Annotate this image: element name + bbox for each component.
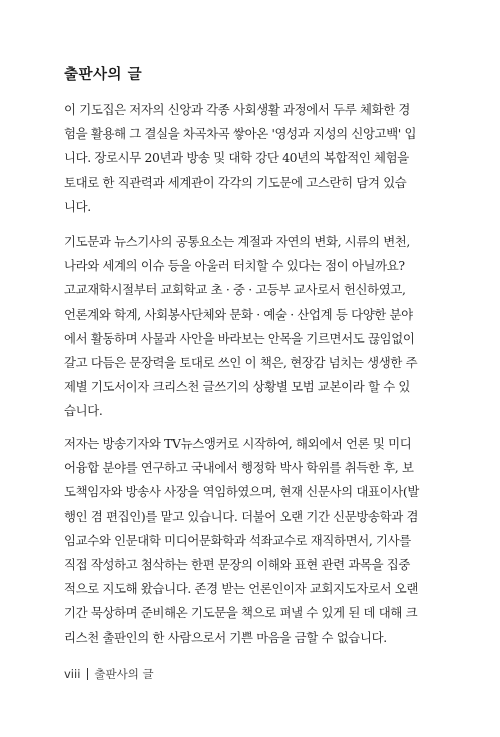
footer-divider <box>87 668 88 680</box>
text-line: 직접 작성하고 첨삭하는 한편 문장의 이해와 표현 관련 과목을 집중 <box>64 556 411 572</box>
page-footer <box>64 666 154 682</box>
text-line: 적으로 지도해 왔습니다. 존경 받는 언론인이자 교회지도자로서 오랜 <box>64 581 419 597</box>
text-line: 기도문과 뉴스기사의 공통요소는 계절과 자연의 변화, 시류의 변천, <box>64 234 411 249</box>
text-line: 기간 묵상하며 준비해온 기도문을 책으로 펴낼 수 있게 된 데 대해 크 <box>64 605 418 621</box>
text-line: 이 기도집은 저자의 신앙과 각종 사회생활 과정에서 두루 체화한 경 <box>64 102 411 117</box>
text-line: 험을 활용해 그 결실을 차곡차곡 쌓아온 '영성과 지성의 신앙고백' 입 <box>64 126 417 142</box>
page-title: 출판사의 글 <box>64 67 143 83</box>
text-line: 에서 활동하며 사물과 사안을 바라보는 안목을 기르면서도 끊임없이 <box>64 330 415 346</box>
text-line: 고교재학시절부터 교회학교 초 · 중 · 고등부 교사로서 헌신하였고, <box>64 282 406 298</box>
text-line: 도책임자와 방송사 사장을 역임하였으며, 현재 신문사의 대표이사(발 <box>64 484 419 500</box>
text-line: 습니다. <box>64 403 103 419</box>
text-line: 리스천 출판인의 한 사람으로서 기쁜 마음을 금할 수 없습니다. <box>64 629 387 645</box>
text-line: 제별 기도서이자 크리스천 글쓰기의 상황별 모범 교본이라 할 수 있 <box>64 379 411 395</box>
text-line: 니다. 장로시무 20년과 방송 및 대학 강단 40년의 복합적인 체험을 <box>64 150 409 166</box>
paragraph-2 <box>64 230 418 424</box>
text-line: 토대로 한 직관력과 세계관이 각각의 기도문에 고스란히 담겨 있습 <box>64 174 407 190</box>
page-number: viii <box>64 667 81 681</box>
text-line: 저자는 방송기자와 TV뉴스앵커로 시작하여, 해외에서 언론 및 미디 <box>64 436 412 451</box>
paragraph-1 <box>64 98 417 219</box>
text-line: 어융합 분야를 연구하고 국내에서 행정학 박사 학위를 취득한 후, 보 <box>64 460 414 476</box>
text-line: 행인 겸 편집인)를 맡고 있습니다. 더불어 오랜 기간 신문방송학과 겸 <box>64 508 419 524</box>
text-line: 언론계와 학계, 사회봉사단체와 문화 · 예술 · 산업계 등 다양한 분야 <box>64 306 413 322</box>
text-line: 임교수와 인문대학 미디어문화학과 석좌교수로 재직하면서, 기사를 <box>64 532 411 548</box>
running-header-title: 출판사의 글 <box>94 667 154 681</box>
text-line: 나라와 세계의 이슈 등을 아울러 터치할 수 있다는 점이 아닐까요? <box>64 258 405 274</box>
text-line: 갈고 다듬은 문장력을 토대로 쓰인 이 책은, 현장감 넘치는 생생한 주 <box>64 354 418 370</box>
paragraph-3 <box>64 432 419 650</box>
text-line: 니다. <box>64 198 91 214</box>
